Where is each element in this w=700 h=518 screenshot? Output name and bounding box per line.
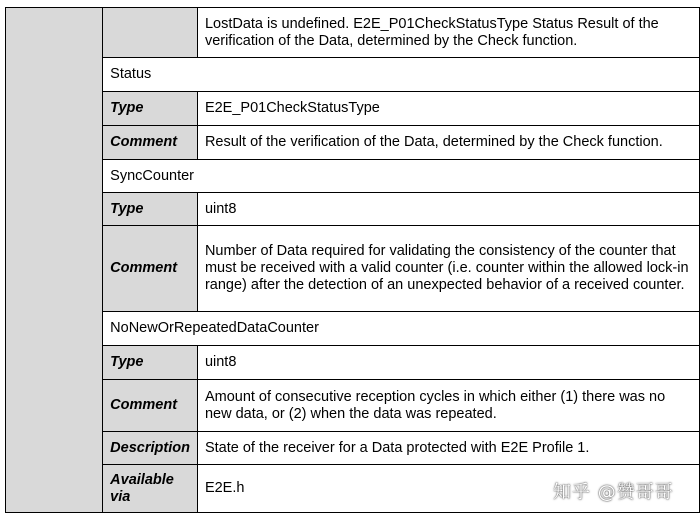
table-row bbox=[6, 380, 700, 432]
comment-value: Result of the verification of the Data, determined by the Check function. bbox=[197, 126, 699, 160]
description-label: Description bbox=[103, 432, 198, 465]
table-row bbox=[6, 126, 700, 160]
table-row bbox=[6, 8, 700, 58]
available-via-value: E2E.h bbox=[197, 465, 699, 513]
comment-value: Amount of consecutive reception cycles in which either (1) there was no new data, or (2) when the data was repeated. bbox=[197, 380, 699, 432]
watermark: 知乎 @赞哥哥 bbox=[553, 482, 674, 503]
table-row bbox=[6, 312, 700, 346]
type-label: Type bbox=[103, 92, 198, 126]
table-row bbox=[6, 160, 700, 193]
type-value: uint8 bbox=[197, 346, 699, 380]
description-value: State of the receiver for a Data protected with E2E Profile 1. bbox=[197, 432, 699, 465]
comment-label: Comment bbox=[103, 126, 198, 160]
label-cell-empty bbox=[103, 8, 198, 58]
comment-label: Comment bbox=[103, 226, 198, 312]
type-value: E2E_P01CheckStatusType bbox=[197, 92, 699, 126]
type-label: Type bbox=[103, 193, 198, 226]
spec-table bbox=[5, 7, 700, 513]
comment-label: Comment bbox=[103, 380, 198, 432]
lost-data-text: LostData is undefined. E2E_P01CheckStatusType Status Result of the verification of the Data, determined by the Check function. bbox=[197, 8, 699, 58]
table-row bbox=[6, 432, 700, 465]
comment-value: Number of Data required for validating the consistency of the counter that must be received with a valid counter (i.e. counter within the allowed lock-in range) after the detection of an unexpected behavior of a received counter. bbox=[197, 226, 699, 312]
table-row bbox=[6, 92, 700, 126]
type-label: Type bbox=[103, 346, 198, 380]
left-gray-column bbox=[6, 8, 103, 513]
element-name-status: Status bbox=[103, 58, 700, 92]
table-row bbox=[6, 58, 700, 92]
table-row bbox=[6, 226, 700, 312]
table-row bbox=[6, 346, 700, 380]
type-value: uint8 bbox=[197, 193, 699, 226]
available-via-label: Available via bbox=[103, 465, 198, 513]
element-name-nonewcounter: NoNewOrRepeatedDataCounter bbox=[103, 312, 700, 346]
table-row bbox=[6, 193, 700, 226]
element-name-synccounter: SyncCounter bbox=[103, 160, 700, 193]
